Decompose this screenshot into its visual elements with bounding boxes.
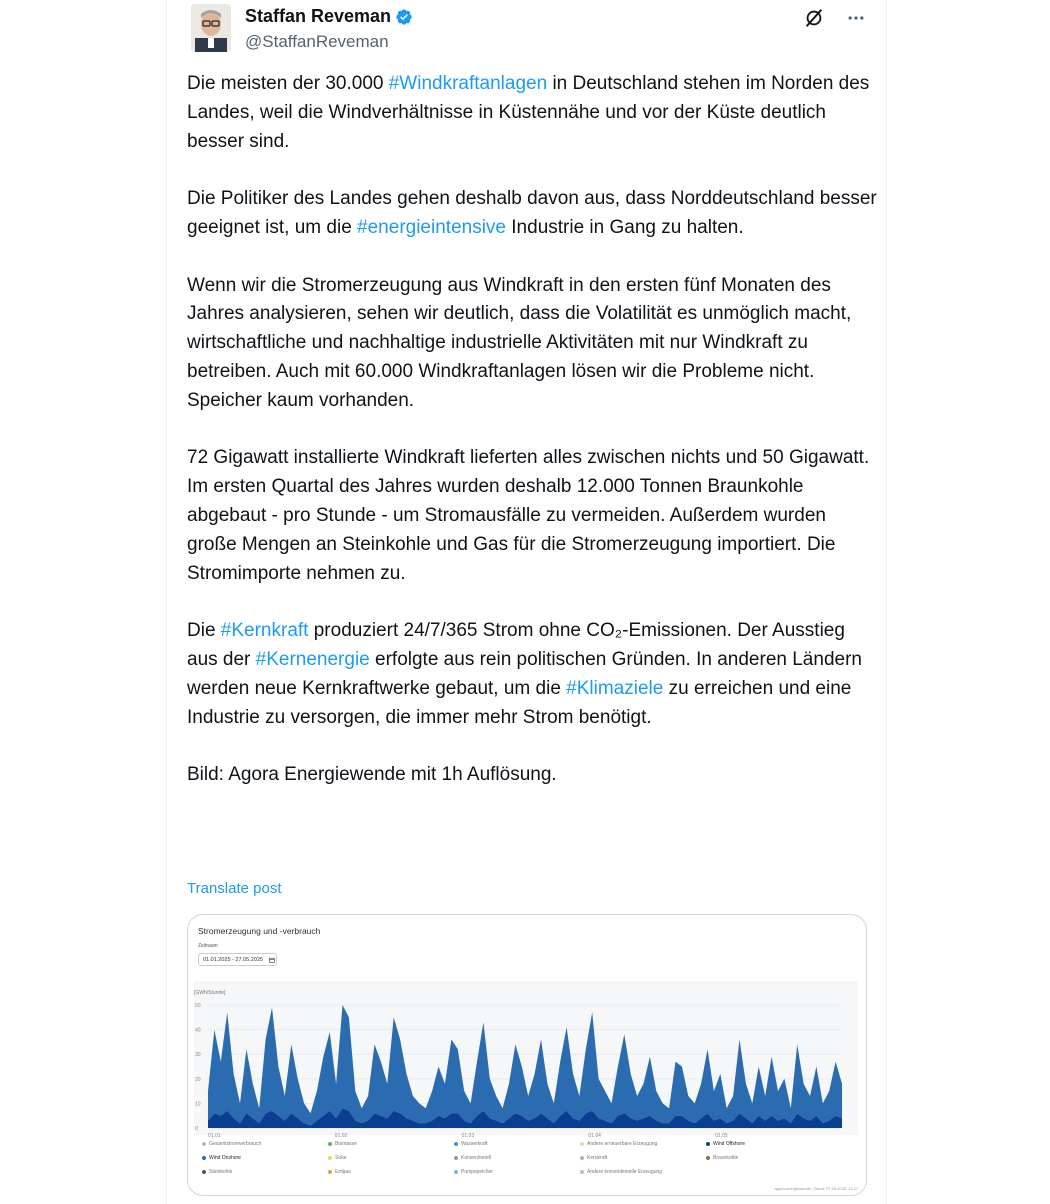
legend-label: Wind Offshore bbox=[713, 1141, 745, 1147]
legend-item[interactable] bbox=[202, 1155, 241, 1161]
text-segment: in Deutschland stehen im Norden des Landes, weil die Windverhältnisse in Küstennähe und vor der Küste deutlich besser sind. bbox=[187, 73, 870, 152]
y-tick-label: 30 bbox=[195, 1052, 201, 1059]
author-name-text[interactable]: Staffan Reveman bbox=[245, 6, 392, 26]
tweet-text bbox=[187, 70, 877, 819]
author-name[interactable] bbox=[245, 6, 413, 27]
hashtag-link[interactable]: #Klimaziele bbox=[566, 677, 664, 699]
text-segment: Die meisten der 30.000 bbox=[187, 73, 389, 94]
x-tick-label: 01.05 bbox=[715, 1133, 728, 1139]
legend-label: Biomasse bbox=[335, 1141, 357, 1147]
legend-dot-icon bbox=[706, 1142, 710, 1146]
legend-item[interactable] bbox=[328, 1141, 357, 1147]
legend-dot-icon bbox=[202, 1142, 206, 1146]
paragraph bbox=[187, 185, 877, 243]
avatar[interactable] bbox=[191, 4, 231, 52]
y-tick-label: 20 bbox=[195, 1076, 201, 1083]
x-tick-label: 01.04 bbox=[588, 1133, 601, 1139]
paragraph bbox=[187, 272, 877, 416]
text-segment: Industrie in Gang zu halten. bbox=[506, 216, 744, 238]
legend-dot-icon bbox=[202, 1156, 206, 1160]
y-tick-label: 10 bbox=[195, 1101, 201, 1108]
paragraph bbox=[187, 761, 877, 790]
text-segment: Wenn wir die Stromerzeugung aus Windkraft in den ersten fünf Monaten des Jahres analysieren, sehen wir deutlich, dass die Volatilität es unmöglich macht, wirtschaftliche und nachhaltige industrielle Aktivitäten mit nur Windkraft zu betreiben. Auch mit 60.000 Windkraftanlagen lösen wir die Probleme nicht. Speicher kaum vorhanden. bbox=[187, 274, 852, 411]
x-tick-label: 01.03 bbox=[461, 1133, 475, 1139]
y-tick-label: 50 bbox=[195, 1003, 201, 1009]
legend-item[interactable] bbox=[202, 1141, 261, 1147]
chart-source: agora-energiewende, Stand: 27.05.2025, 11:27 bbox=[774, 1186, 858, 1191]
verified-badge-icon bbox=[395, 8, 413, 26]
legend-dot-icon bbox=[580, 1142, 584, 1146]
more-icon[interactable] bbox=[844, 6, 868, 30]
text-segment: zu erreichen und eine Industrie zu versorgen, die immer mehr Strom benötigt. bbox=[187, 677, 852, 728]
legend-label: Pumpspeicher bbox=[461, 1169, 493, 1175]
y-tick-label: 40 bbox=[195, 1027, 201, 1034]
paragraph bbox=[187, 444, 877, 588]
legend-label: Erdgas bbox=[335, 1169, 351, 1175]
legend-item[interactable] bbox=[706, 1141, 745, 1147]
legend-dot-icon bbox=[328, 1156, 332, 1160]
text-segment: 72 Gigawatt installierte Windkraft lieferten alles zwischen nichts und 50 Gigawatt. Im ersten Quartal des Jahres wurden deshalb 12.000 Tonnen Braunkohle abgebaut - pro Stunde - um Stromausfälle zu vermeiden. Außerdem wurden große Mengen an Steinkohle und Gas für die Stromerzeugung importiert. Die Stromimporte nehmen zu. bbox=[187, 447, 870, 584]
legend-item[interactable] bbox=[580, 1155, 607, 1161]
hashtag-link[interactable]: #energieintensive bbox=[357, 216, 506, 238]
calendar-icon bbox=[269, 957, 275, 963]
legend-dot-icon bbox=[580, 1170, 584, 1174]
legend-item[interactable] bbox=[454, 1141, 487, 1147]
zeitraum-label: Zeitraum bbox=[198, 943, 218, 949]
date-range-text: 01.01.2025 - 27.05.2025 bbox=[203, 956, 263, 963]
legend-item[interactable] bbox=[454, 1155, 491, 1161]
hashtag-link[interactable]: #Kernkraft bbox=[220, 620, 309, 642]
paragraph bbox=[187, 70, 877, 156]
legend-dot-icon bbox=[454, 1170, 458, 1174]
legend-dot-icon bbox=[328, 1142, 332, 1146]
legend-dot-icon bbox=[580, 1156, 584, 1160]
legend-item[interactable] bbox=[580, 1141, 657, 1147]
legend-dot-icon bbox=[454, 1156, 458, 1160]
translate-post-link[interactable]: Translate post bbox=[187, 880, 282, 897]
legend-label: Steinkohle bbox=[209, 1169, 233, 1175]
paragraph bbox=[187, 617, 877, 732]
hashtag-link[interactable]: #Windkraftanlagen bbox=[388, 73, 548, 94]
legend-label: Solar bbox=[335, 1155, 347, 1161]
y-tick-label: 0 bbox=[195, 1126, 198, 1132]
x-tick-label: 01.01 bbox=[208, 1133, 221, 1139]
legend-item[interactable] bbox=[580, 1169, 662, 1175]
legend-label: Wasserkraft bbox=[461, 1141, 488, 1147]
legend-item[interactable] bbox=[706, 1155, 738, 1161]
text-segment: produziert 24/7/365 Strom ohne CO₂-Emissionen. Der Ausstieg aus der bbox=[187, 620, 845, 670]
legend-label: Kernkraft bbox=[587, 1155, 608, 1161]
legend-label: Andere konventionelle Erzeugung bbox=[587, 1169, 663, 1175]
attached-image[interactable] bbox=[187, 914, 867, 1196]
legend-dot-icon bbox=[202, 1170, 206, 1174]
x-tick-label: 01.02 bbox=[334, 1133, 348, 1139]
hashtag-link[interactable]: #Kernenergie bbox=[255, 648, 370, 670]
legend-label: Wind Onshore bbox=[209, 1155, 241, 1161]
legend-dot-icon bbox=[328, 1170, 332, 1174]
text-segment: erfolgte aus rein politischen Gründen. In anderen Ländern werden neue Kernkraftwerke gebaut, um die bbox=[187, 648, 862, 699]
tweet-card bbox=[166, 0, 887, 1204]
legend-item[interactable] bbox=[328, 1155, 347, 1161]
legend-item[interactable] bbox=[328, 1169, 351, 1175]
legend-label: Konventionell bbox=[461, 1155, 492, 1161]
legend-dot-icon bbox=[706, 1156, 710, 1160]
chart-title: Stromerzeugung und -verbrauch bbox=[198, 926, 321, 936]
legend-dot-icon bbox=[454, 1142, 458, 1146]
legend-label: Braunkohle bbox=[713, 1155, 739, 1161]
text-segment: Bild: Agora Energiewende mit 1h Auflösung. bbox=[187, 764, 557, 786]
text-segment: Die bbox=[187, 620, 221, 642]
grok-icon[interactable] bbox=[802, 6, 826, 30]
series-wind-onshore bbox=[208, 1005, 842, 1126]
legend-item[interactable] bbox=[454, 1169, 493, 1175]
tweet-actions-top bbox=[802, 6, 868, 30]
wind-chart bbox=[194, 995, 858, 1145]
legend-label: Andere erneuerbare Erzeugung bbox=[587, 1141, 658, 1147]
y-axis-unit: [GWh/Stunde] bbox=[194, 990, 226, 996]
legend-item[interactable] bbox=[202, 1169, 232, 1175]
legend-label: Gesamtstromverbrauch bbox=[209, 1141, 262, 1147]
date-range-field bbox=[198, 953, 277, 966]
text-segment: Die Politiker des Landes gehen deshalb davon aus, dass Norddeutschland besser geeignet ist, um die bbox=[187, 188, 877, 238]
author-handle[interactable]: @StaffanReveman bbox=[245, 32, 389, 51]
